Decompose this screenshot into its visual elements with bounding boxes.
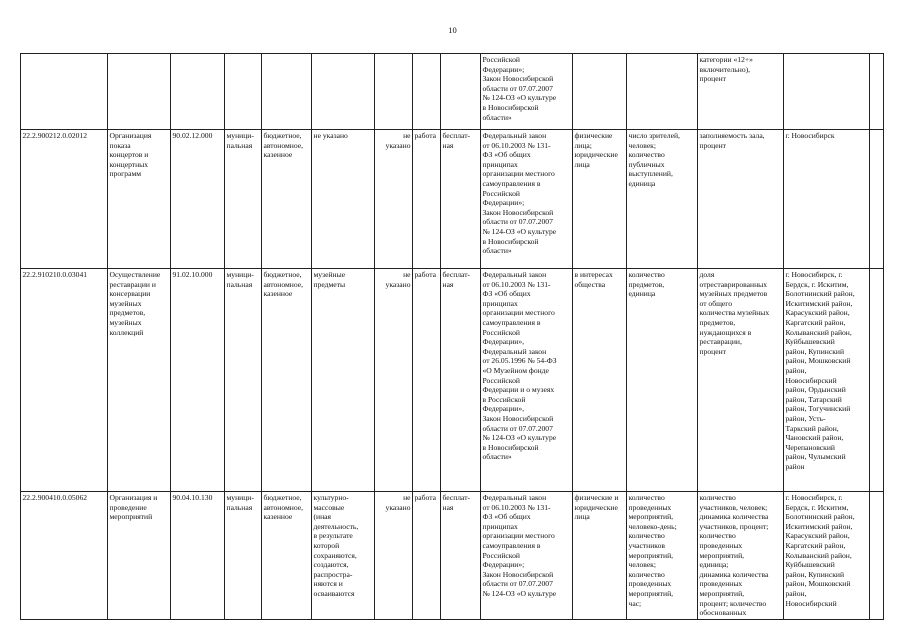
services-registry-table	[20, 53, 884, 620]
table-row	[21, 492, 884, 620]
volume-indicators-cell	[627, 54, 698, 130]
kind-cell: работа	[413, 269, 441, 492]
conditions-cell: не указано	[375, 492, 413, 620]
service-name-cell: Организация показа концертов и концертных программ	[108, 130, 171, 269]
institution-type-cell	[262, 54, 312, 130]
okved-code-cell: 90.04.10.130	[171, 492, 225, 620]
extra-cell	[870, 269, 884, 492]
quality-indicators-cell: количество участников, человек; динамика количества участников, процент; количество проведенных мероприятий, единица; динамика количества проведенных мероприятий, процент; количество обоснованных	[698, 492, 784, 620]
consumers-cell: физические и юридические лица	[573, 492, 627, 620]
payment-cell: бесплат- ная	[441, 269, 481, 492]
service-type-cell	[225, 54, 262, 130]
kind-cell	[413, 54, 441, 130]
table-row	[21, 130, 884, 269]
legal-basis-cell: Российской Федерации»; Закон Новосибирской области от 07.07.2007 № 124-ОЗ «О культуре в Новосибирской области»	[481, 54, 573, 130]
legal-basis-cell: Федеральный закон от 06.10.2003 № 131- ФЗ «Об общих принципах организации местного самоуправления в Российской Федерации»; Закон Новосибирской области от 07.07.2007 № 124-ОЗ «О культуре в Новосибирской области»	[481, 130, 573, 269]
service-code-cell	[21, 54, 108, 130]
service-name-cell: Организация и проведение мероприятий	[108, 492, 171, 620]
extra-cell	[870, 492, 884, 620]
consumers-cell	[573, 54, 627, 130]
conditions-cell	[375, 54, 413, 130]
table-row	[21, 269, 884, 492]
quality-indicators-cell: категории «12+» включительно), процент	[698, 54, 784, 130]
okved-code-cell	[171, 54, 225, 130]
institution-type-cell: бюджетное, автономное, казенное	[262, 130, 312, 269]
payment-cell	[441, 54, 481, 130]
kind-cell: работа	[413, 492, 441, 620]
payment-cell: бесплат- ная	[441, 130, 481, 269]
institution-type-cell: бюджетное, автономное, казенное	[262, 492, 312, 620]
territory-cell: г. Новосибирск, г. Бердск, г. Искитим, Болотнинский район, Искитимский район, Карасукский район, Каргатский район, Колыванский район, Куйбышевский район, Купинский район, Мошковский район, Новосибирский район, Ордынский район, Татарский район, Тогучинский район, Усть- Таркский район, Чановский район, Черепановский район, Чулымский район	[784, 269, 870, 492]
legal-basis-cell: Федеральный закон от 06.10.2003 № 131- ФЗ «Об общих принципах организации местного самоуправления в Российской Федерации»; Закон Новосибирской области от 07.07.2007 № 124-ОЗ «О культуре	[481, 492, 573, 620]
institution-type-cell: бюджетное, автономное, казенное	[262, 269, 312, 492]
service-code-cell: 22.2.910210.0.03041	[21, 269, 108, 492]
volume-indicators-cell: число зрителей, человек; количество публичных выступлений, единица	[627, 130, 698, 269]
service-type-cell: муници- пальная	[225, 130, 262, 269]
service-type-cell: муници- пальная	[225, 492, 262, 620]
content-cell: не указано	[312, 130, 375, 269]
table-row	[21, 54, 884, 130]
kind-cell: работа	[413, 130, 441, 269]
territory-cell	[784, 54, 870, 130]
content-cell	[312, 54, 375, 130]
territory-cell: г. Новосибирск, г. Бердск, г. Искитим, Болотнинский район, Искитимский район, Карасукский район, Каргатский район, Колыванский район, Куйбышевский район, Купинский район, Мошковский район, Новосибирский	[784, 492, 870, 620]
okved-code-cell: 90.02.12.000	[171, 130, 225, 269]
conditions-cell: не указано	[375, 269, 413, 492]
payment-cell: бесплат- ная	[441, 492, 481, 620]
content-cell: музейные предметы	[312, 269, 375, 492]
extra-cell	[870, 130, 884, 269]
consumers-cell: физические лица; юридические лица	[573, 130, 627, 269]
service-code-cell: 22.2.900212.0.02012	[21, 130, 108, 269]
quality-indicators-cell: заполняемость зала, процент	[698, 130, 784, 269]
conditions-cell: не указано	[375, 130, 413, 269]
territory-cell: г. Новосибирск	[784, 130, 870, 269]
consumers-cell: в интересах общества	[573, 269, 627, 492]
content-cell: культурно- массовые (иная деятельность, в результате которой сохраняются, создаются, распростра- няются и осваиваются	[312, 492, 375, 620]
service-name-cell	[108, 54, 171, 130]
quality-indicators-cell: доля отреставрированных музейных предметов от общего количества музейных предметов, нуждающихся в реставрации, процент	[698, 269, 784, 492]
page-number: 10	[448, 25, 457, 35]
service-code-cell: 22.2.900410.0.05062	[21, 492, 108, 620]
service-name-cell: Осуществление реставрации и консервации музейных предметов, музейных коллекций	[108, 269, 171, 492]
legal-basis-cell: Федеральный закон от 06.10.2003 № 131- ФЗ «Об общих принципах организации местного самоуправления в Российской Федерации», Федеральный закон от 26.05.1996 № 54-ФЗ «О Музейном фонде Российской Федерации и о музеях в Российской Федерации», Закон Новосибирской области от 07.07.2007 № 124-ОЗ «О культуре в Новосибирской области»	[481, 269, 573, 492]
service-type-cell: муници- пальная	[225, 269, 262, 492]
okved-code-cell: 91.02.10.000	[171, 269, 225, 492]
extra-cell	[870, 54, 884, 130]
volume-indicators-cell: количество проведенных мероприятий, человеко-день; количество участников мероприятий, человек; количество проведенных мероприятий, час;	[627, 492, 698, 620]
volume-indicators-cell: количество предметов, единица	[627, 269, 698, 492]
